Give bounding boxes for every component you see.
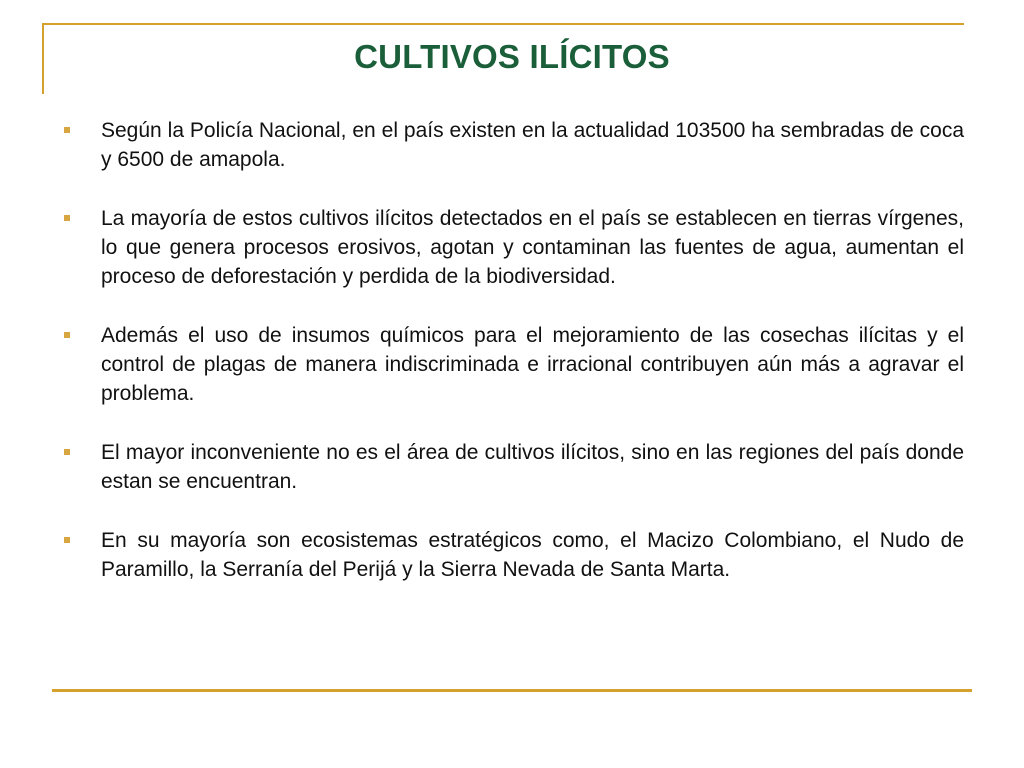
bullet-text: Según la Policía Nacional, en el país existen en la actualidad 103500 ha sembradas de coca y 6500 de amapola. [101,119,964,171]
bullet-item [64,526,964,584]
bullet-text: Además el uso de insumos químicos para el mejoramiento de las cosechas ilícitas y el control de plagas de manera indiscriminada e irracional contribuyen aún más a agravar el problema. [101,324,964,405]
bullet-list [64,116,964,614]
frame-top-line [42,23,964,25]
bullet-text: En su mayoría son ecosistemas estratégicos como, el Macizo Colombiano, el Nudo de Paramillo, la Serranía del Perijá y la Sierra Nevada de Santa Marta. [101,529,964,581]
bullet-item [64,204,964,291]
frame-bottom-line [52,689,972,692]
square-bullet-icon [64,449,70,455]
slide-title: CULTIVOS ILÍCITOS [354,38,670,75]
bullet-item [64,116,964,174]
square-bullet-icon [64,537,70,543]
square-bullet-icon [64,215,70,221]
square-bullet-icon [64,332,70,338]
bullet-text: La mayoría de estos cultivos ilícitos detectados en el país se establecen en tierras vírgenes, lo que genera procesos erosivos, agotan y contaminan las fuentes de agua, aumentan el proceso de deforestación y perdida de la biodiversidad. [101,207,964,288]
square-bullet-icon [64,127,70,133]
bullet-text: El mayor inconveniente no es el área de cultivos ilícitos, sino en las regiones del país donde estan se encuentran. [101,441,964,493]
bullet-item [64,321,964,408]
bullet-item [64,438,964,496]
